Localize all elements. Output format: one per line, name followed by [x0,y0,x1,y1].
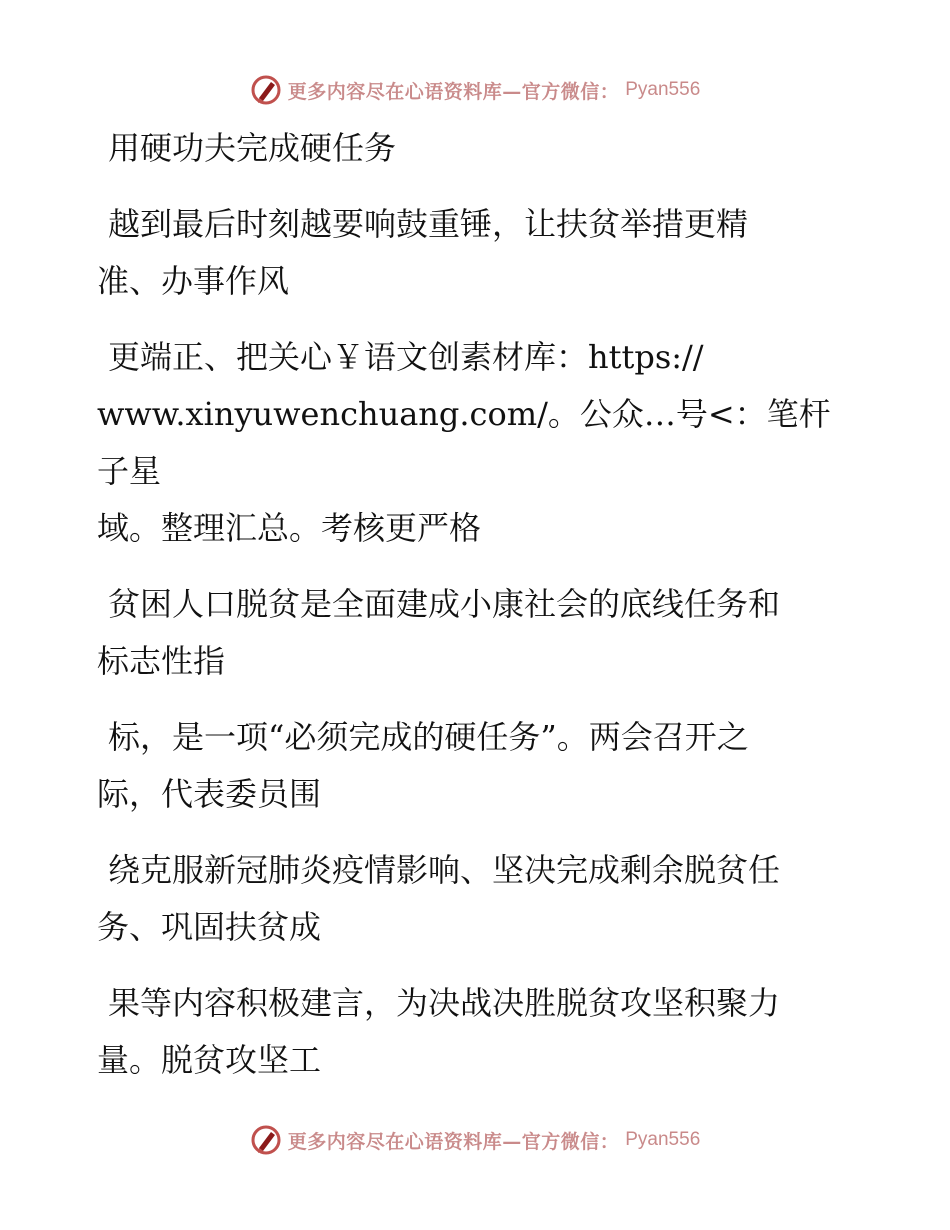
pen-logo-icon [250,74,282,106]
paragraph [97,975,857,1089]
document-body [97,120,857,1108]
text-line: 贫困人口脱贫是全面建成小康社会的底线任务和 [108,585,781,623]
paragraph [97,120,857,177]
text-line: 际，代表委员围 [97,775,322,813]
footer-watermark [0,1120,950,1160]
watermark-text: 更多内容尽在心语资料库—官方微信： [287,1130,620,1153]
text-line: 域。整理汇总。考核更严格 [97,509,482,547]
paragraph [97,329,857,557]
text-line: 标志性指 [97,642,226,680]
watermark-text: 更多内容尽在心语资料库—官方微信： [287,80,620,103]
watermark-wechat-id: Pyan556 [625,1129,701,1150]
paragraph [97,576,857,690]
text-line: 用硬功夫完成硬任务 [108,129,397,167]
text-line: 果等内容积极建言，为决战决胜脱贫攻坚积聚力 [108,984,781,1022]
text-line: 准、办事作风 [97,262,290,300]
text-line: 务、巩固扶贫成 [97,908,322,946]
text-line: 越到最后时刻越要响鼓重锤，让扶贫举措更精 [108,205,749,243]
text-line: 更端正、把关心￥语文创素材库：https:// [108,338,704,376]
text-line: 量。脱贫攻坚工 [97,1041,322,1079]
paragraph [97,196,857,310]
paragraph [97,709,857,823]
pen-logo-icon [250,1124,282,1156]
watermark-wechat-id: Pyan556 [625,79,701,100]
text-line: 标，是一项“必须完成的硬任务”。两会召开之 [108,718,749,756]
text-line: www.xinyuwenchuang.com/。公众…号<：笔杆子星 [97,395,831,490]
text-line: 绕克服新冠肺炎疫情影响、坚决完成剩余脱贫任 [108,851,781,889]
paragraph [97,842,857,956]
header-watermark [0,70,950,110]
